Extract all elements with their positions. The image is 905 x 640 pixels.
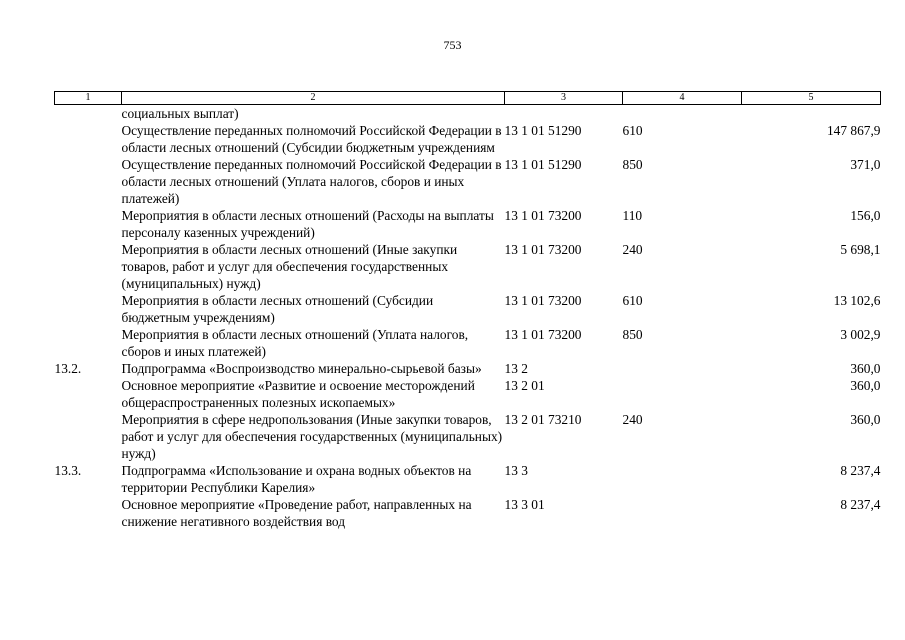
item-name: Мероприятия в сфере недропользования (Иные закупки товаров, работ и услуг для обеспечения государственных (муниципальных) нужд) (121, 412, 503, 461)
expense-type-code (623, 377, 742, 411)
row-number (55, 292, 122, 326)
amount-value: 3 002,9 (840, 327, 881, 342)
column-header: 1 (55, 92, 122, 105)
table-row (55, 105, 881, 123)
row-number (55, 207, 122, 241)
amount-value: 360,0 (850, 361, 881, 376)
item-name: Основное мероприятие «Развитие и освоение месторождений общераспространенных полезных ископаемых» (121, 378, 475, 410)
table-row (55, 326, 881, 360)
amount-value: 371,0 (850, 157, 881, 172)
target-article-code: 13 2 (504, 361, 528, 376)
table-row (55, 241, 881, 292)
row-number (55, 411, 122, 462)
column-header: 2 (122, 92, 505, 105)
expense-type-code: 610 (622, 123, 643, 138)
item-name: Подпрограмма «Воспроизводство минерально-сырьевой базы» (121, 361, 482, 376)
expense-type-code: 610 (622, 293, 643, 308)
item-name: Осуществление переданных полномочий Российской Федерации в области лесных отношений (Субсидии бюджетным учреждениям (121, 123, 502, 155)
amount-value: 360,0 (850, 378, 881, 393)
amount-value: 360,0 (850, 412, 881, 427)
item-name: Мероприятия в области лесных отношений (Расходы на выплаты персоналу казенных учреждений) (121, 208, 494, 240)
expense-type-code: 850 (622, 157, 643, 172)
row-number (55, 105, 122, 123)
row-number (55, 326, 122, 360)
budget-table (54, 91, 881, 530)
table-row (55, 292, 881, 326)
expense-type-code: 850 (622, 327, 643, 342)
row-number (55, 496, 122, 530)
target-article-code: 13 2 01 73210 (504, 412, 582, 427)
expense-type-code (623, 462, 742, 496)
target-article-code: 13 1 01 73200 (504, 327, 582, 342)
table-body (55, 105, 881, 531)
amount-value: 147 867,9 (826, 123, 881, 138)
item-name: Мероприятия в области лесных отношений (Уплата налогов, сборов и иных платежей) (121, 327, 469, 359)
item-name: Подпрограмма «Использование и охрана водных объектов на территории Республики Карелия» (121, 463, 472, 495)
table-row (55, 156, 881, 207)
amount-value: 13 102,6 (833, 293, 881, 308)
target-article-code: 13 1 01 73200 (504, 293, 582, 308)
item-name: социальных выплат) (121, 106, 239, 121)
target-article-code: 13 1 01 73200 (504, 208, 582, 223)
item-name: Мероприятия в области лесных отношений (Иные закупки товаров, работ и услуг для обеспечения государственных (муниципальных) нужд) (121, 242, 458, 291)
target-article-code: 13 3 01 (504, 497, 545, 512)
target-article-code: 13 1 01 51290 (504, 157, 582, 172)
row-number (55, 122, 122, 156)
item-name: Осуществление переданных полномочий Российской Федерации в области лесных отношений (Уплата налогов, сборов и иных платежей) (121, 157, 502, 206)
expense-type-code (623, 105, 742, 123)
amount-value (742, 105, 881, 123)
target-article-code: 13 2 01 (504, 378, 545, 393)
table-row (55, 360, 881, 377)
amount-value: 8 237,4 (840, 497, 881, 512)
table-row (55, 377, 881, 411)
row-number (55, 156, 122, 207)
amount-value: 156,0 (850, 208, 881, 223)
row-number: 13.3. (54, 463, 82, 478)
row-number (55, 241, 122, 292)
target-article-code (505, 105, 623, 123)
expense-type-code: 240 (622, 412, 643, 427)
column-header: 3 (505, 92, 623, 105)
expense-type-code (623, 496, 742, 530)
page-number: 753 (443, 38, 462, 52)
row-number: 13.2. (54, 361, 82, 376)
table-row (55, 496, 881, 530)
table-row (55, 462, 881, 496)
target-article-code: 13 3 (504, 463, 528, 478)
expense-type-code (623, 360, 742, 377)
item-name: Мероприятия в области лесных отношений (Субсидии бюджетным учреждениям) (121, 293, 434, 325)
row-number (55, 377, 122, 411)
target-article-code: 13 1 01 51290 (504, 123, 582, 138)
table-row (55, 411, 881, 462)
target-article-code: 13 1 01 73200 (504, 242, 582, 257)
amount-value: 5 698,1 (840, 242, 881, 257)
table-row (55, 122, 881, 156)
expense-type-code: 240 (622, 242, 643, 257)
column-header: 4 (623, 92, 742, 105)
column-number-row (55, 92, 881, 105)
table-row (55, 207, 881, 241)
expense-type-code: 110 (622, 208, 643, 223)
column-header: 5 (742, 92, 881, 105)
item-name: Основное мероприятие «Проведение работ, направленных на снижение негативного воздействия вод (121, 497, 472, 529)
amount-value: 8 237,4 (840, 463, 881, 478)
